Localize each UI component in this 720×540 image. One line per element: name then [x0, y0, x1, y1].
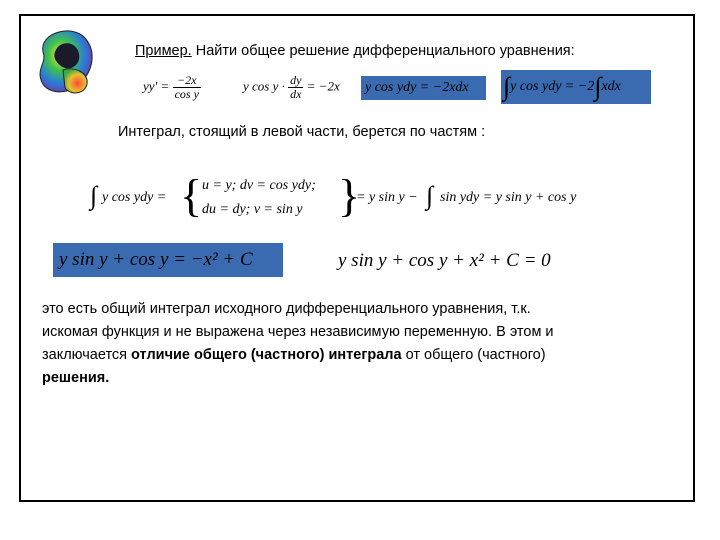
eq3-text: y cos ydy = −2xdx — [365, 80, 469, 95]
eq4-rhs: xdx — [601, 79, 621, 94]
result-1-text: y sin y + cos y = −x² + C — [59, 249, 253, 270]
surface-logo-image — [33, 22, 99, 100]
heading-text: Найти общее решение дифференциального уравнения: — [191, 43, 575, 59]
conclusion-line-3-end: от общего (частного) — [401, 347, 546, 363]
eq1-left: yy' = — [143, 78, 173, 94]
conclusion-paragraph — [42, 298, 682, 390]
eq1-fraction — [173, 74, 201, 101]
result-1-highlight — [53, 243, 283, 277]
eq1-numerator: −2x — [173, 74, 201, 88]
integral-sign-icon: ∫ — [90, 181, 98, 210]
conclusion-line-3 — [42, 344, 682, 367]
equation-2 — [243, 74, 340, 101]
left-brace-icon: { — [180, 170, 203, 221]
conclusion-line-1: это есть общий интеграл исходного дифференциального уравнения, т.к. — [42, 301, 531, 317]
eq2-right: = −2x — [303, 78, 340, 94]
conclusion-line-3-start: заключается — [42, 347, 132, 363]
integral-sign-icon: ∫ — [594, 71, 602, 101]
parts-row-1: u = y; dv = cos ydy; — [202, 178, 316, 193]
parts-equation — [90, 170, 610, 224]
conclusion-emphasis-end: решения. — [42, 370, 110, 386]
eq2-left: y cos y · — [243, 78, 289, 94]
parts-row-2: du = dy; v = sin y — [202, 202, 303, 217]
conclusion-emphasis: отличие общего (частного) интеграла — [131, 347, 402, 363]
conclusion-line-4 — [42, 367, 682, 390]
parts-middle: = y sin y − — [356, 190, 418, 205]
integral-sign-icon: ∫ — [503, 71, 511, 101]
equation-4-highlight — [501, 70, 651, 104]
equation-1 — [143, 74, 201, 101]
equation-3-highlight — [361, 76, 486, 100]
eq1-denominator: cos y — [174, 87, 199, 101]
eq2-numerator: dy — [290, 73, 302, 87]
eq4-lhs: y cos ydy = −2 — [510, 79, 595, 94]
result-2-text: y sin y + cos y + x² + C = 0 — [338, 250, 551, 271]
conclusion-line-2: искомая функция и не выражена через независимую переменную. В этом и — [42, 324, 554, 340]
example-word: Пример. — [135, 43, 192, 59]
parts-result: sin ydy = y sin y + cos y — [440, 190, 577, 205]
right-brace-icon: } — [338, 170, 361, 221]
example-heading — [135, 43, 575, 59]
eq2-fraction — [288, 74, 303, 101]
integral-note: Интеграл, стоящий в левой части, берется по частям : — [118, 124, 486, 140]
parts-lhs: y cos ydy = — [102, 190, 167, 205]
integral-sign-icon: ∫ — [426, 181, 434, 210]
eq2-denominator: dx — [290, 87, 302, 101]
result-2 — [338, 246, 551, 276]
